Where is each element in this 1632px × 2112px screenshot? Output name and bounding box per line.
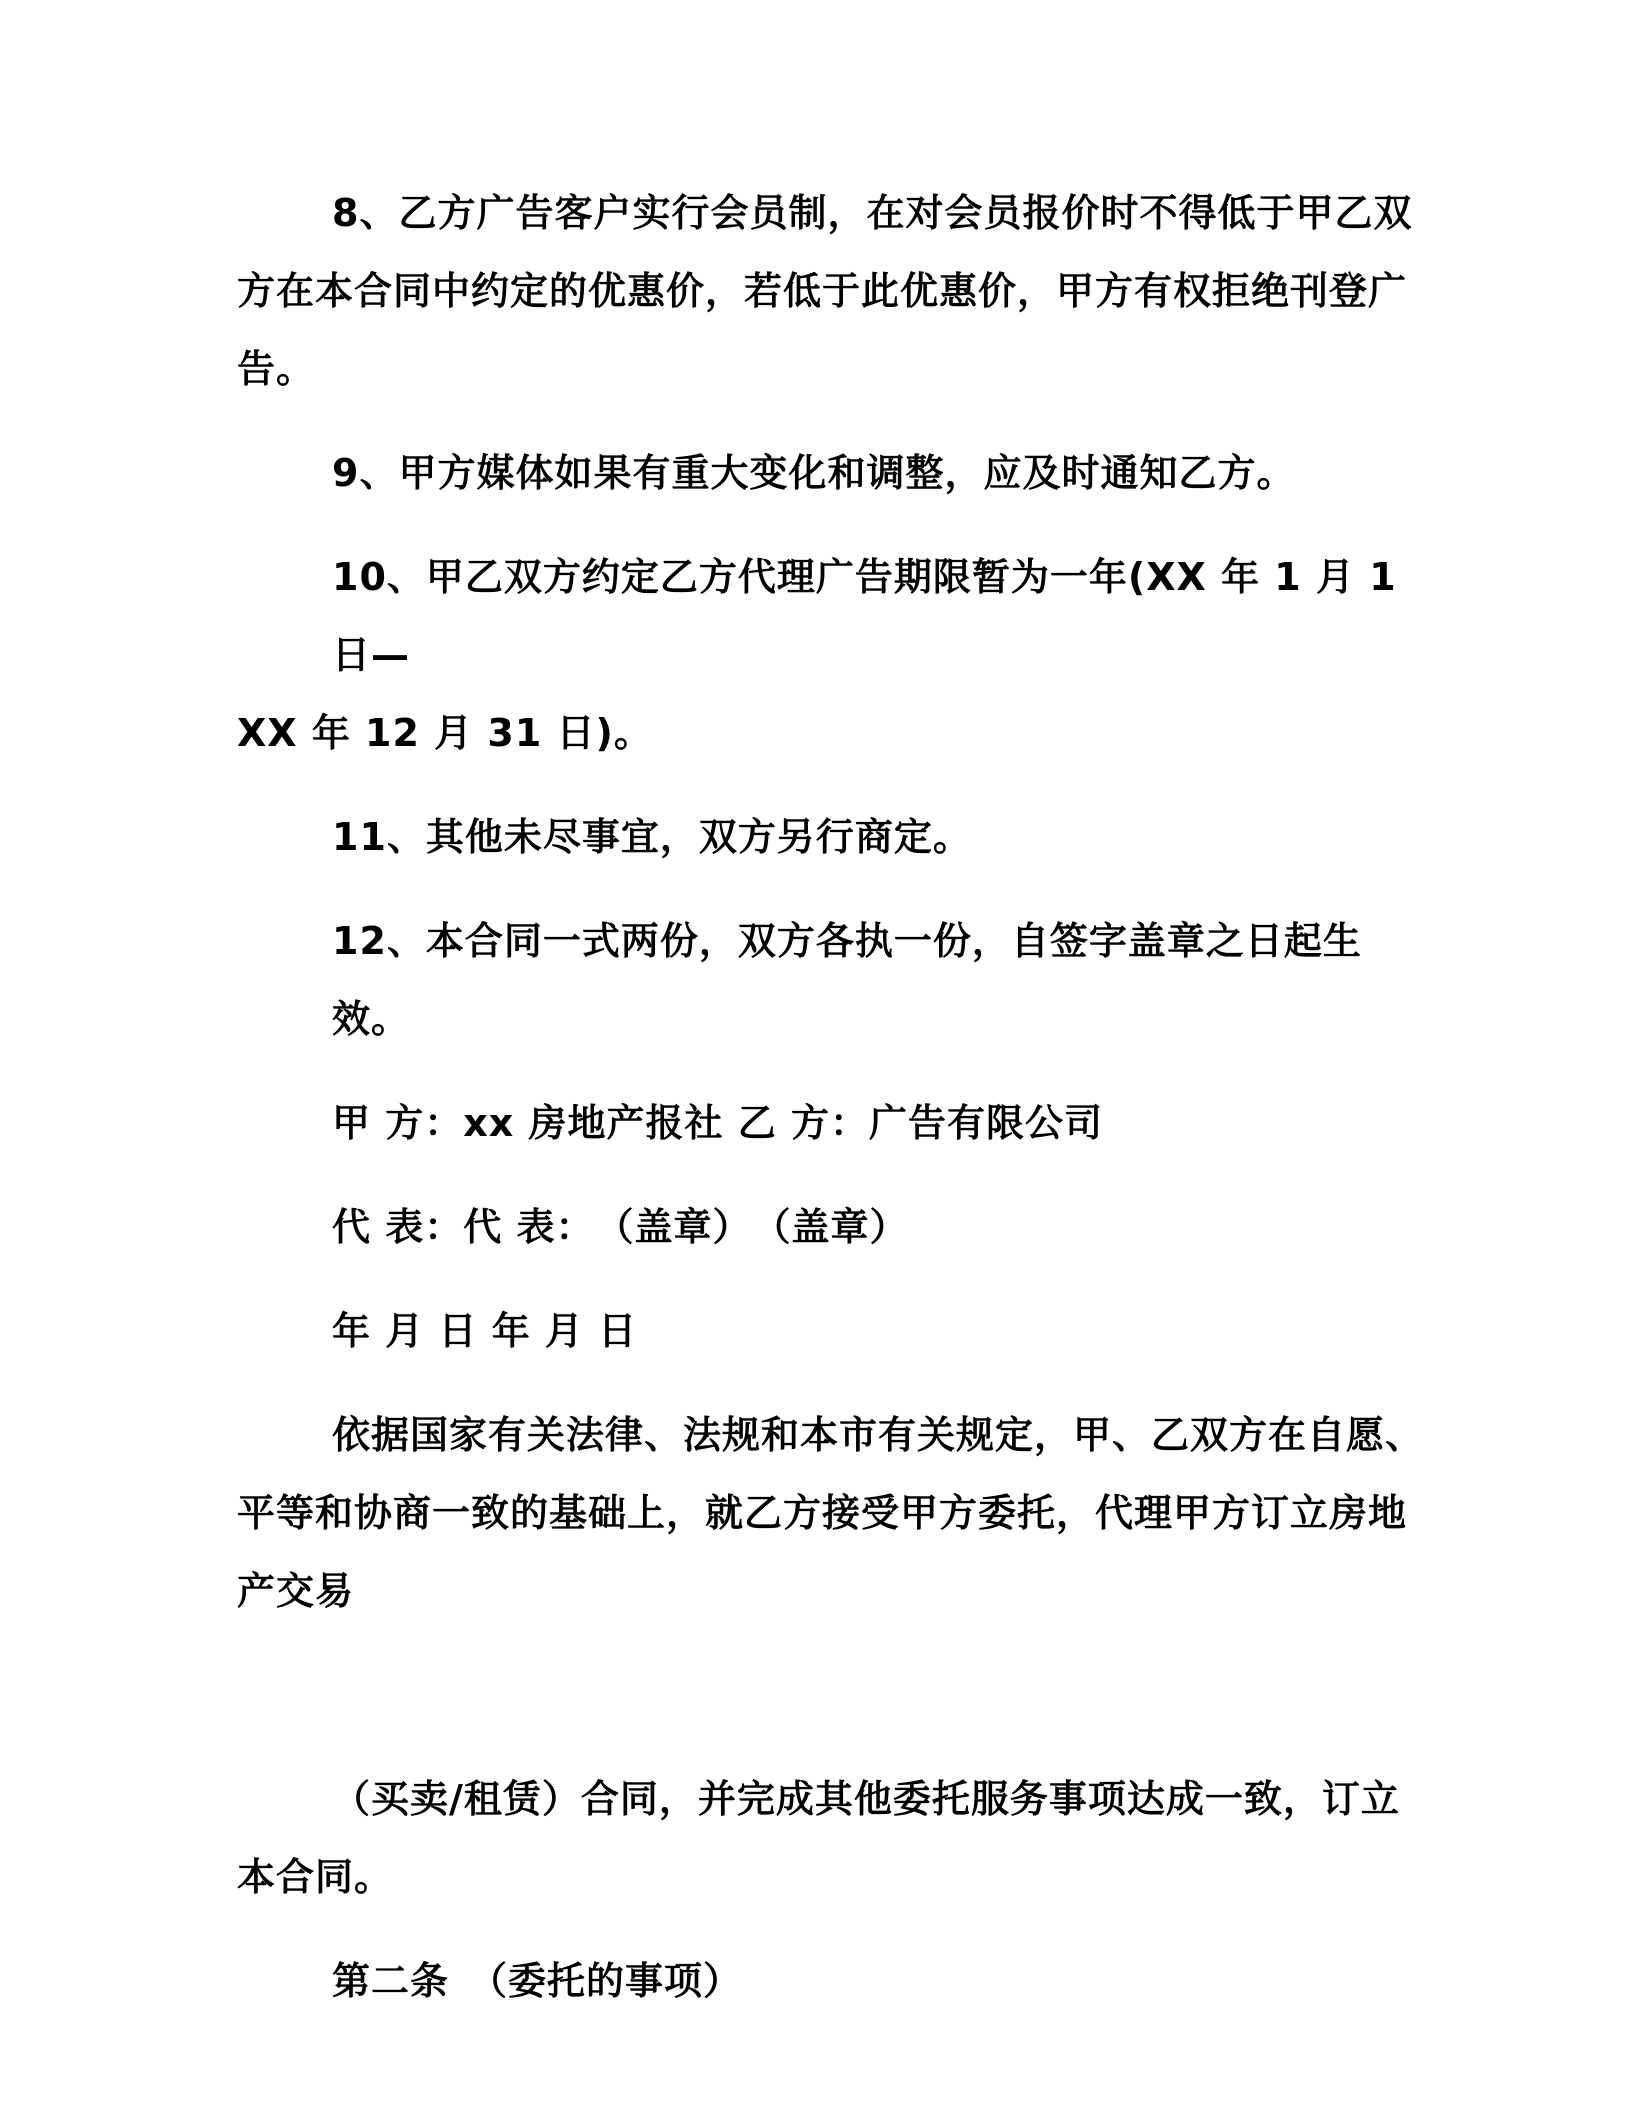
date-line: 年 月 日 年 月 日 — [332, 1309, 638, 1353]
clause-11-paragraph — [237, 798, 1432, 876]
clause-8-paragraph — [237, 174, 1432, 408]
preamble-line-1: 依据国家有关法律、法规和本市有关规定，甲、乙双方在自愿、 — [332, 1413, 1425, 1457]
clause-12-line-1: 12、本合同一式两份，双方各执一份，自签字盖章之日起生效。 — [332, 919, 1362, 1041]
clause-10-line-1: 10、甲乙双方约定乙方代理广告期限暂为一年(XX 年 1 月 1 日— — [332, 555, 1411, 677]
clause-11-line-1: 11、其他未尽事宜，双方另行商定。 — [332, 815, 972, 859]
sale-lease-line-1: （买卖/租赁）合同，并完成其他委托服务事项达成一致，订立 — [332, 1777, 1400, 1821]
representatives-seal-line — [237, 1188, 1432, 1266]
party-a-party-b-line — [237, 1084, 1432, 1162]
article-2-heading: 第二条 （委托的事项） — [332, 1959, 743, 2003]
article-2-heading-paragraph — [237, 1942, 1432, 2020]
preamble-line-3: 产交易 — [237, 1569, 355, 1613]
clause-8-line-3: 告。 — [237, 347, 316, 391]
clause-9-paragraph — [237, 434, 1432, 512]
clause-10-line-2: XX 年 12 月 31 日)。 — [237, 711, 653, 755]
date-line-paragraph — [237, 1292, 1432, 1370]
blank-line — [237, 1656, 1432, 1734]
preamble-line-2: 平等和协商一致的基础上，就乙方接受甲方委托，代理甲方订立房地 — [237, 1491, 1408, 1535]
representatives-line: 代 表：代 表： （盖章） （盖章） — [332, 1205, 909, 1249]
clause-8-line-1: 8、乙方广告客户实行会员制，在对会员报价时不得低于甲乙双 — [332, 191, 1413, 235]
clause-8-line-2: 方在本合同中约定的优惠价，若低于此优惠价，甲方有权拒绝刊登广 — [237, 269, 1408, 313]
sale-lease-line-2: 本合同。 — [237, 1855, 394, 1899]
clause-10-paragraph — [237, 538, 1432, 772]
sale-lease-contract-paragraph — [237, 1760, 1432, 1916]
party-names-line: 甲 方：xx 房地产报社 乙 方：广告有限公司 — [332, 1101, 1103, 1145]
preamble-paragraph — [237, 1396, 1432, 1630]
blank-line-paragraph — [237, 1656, 1432, 1734]
clause-12-paragraph — [237, 902, 1432, 1058]
clause-9-line-1: 9、甲方媒体如果有重大变化和调整，应及时通知乙方。 — [332, 451, 1296, 495]
